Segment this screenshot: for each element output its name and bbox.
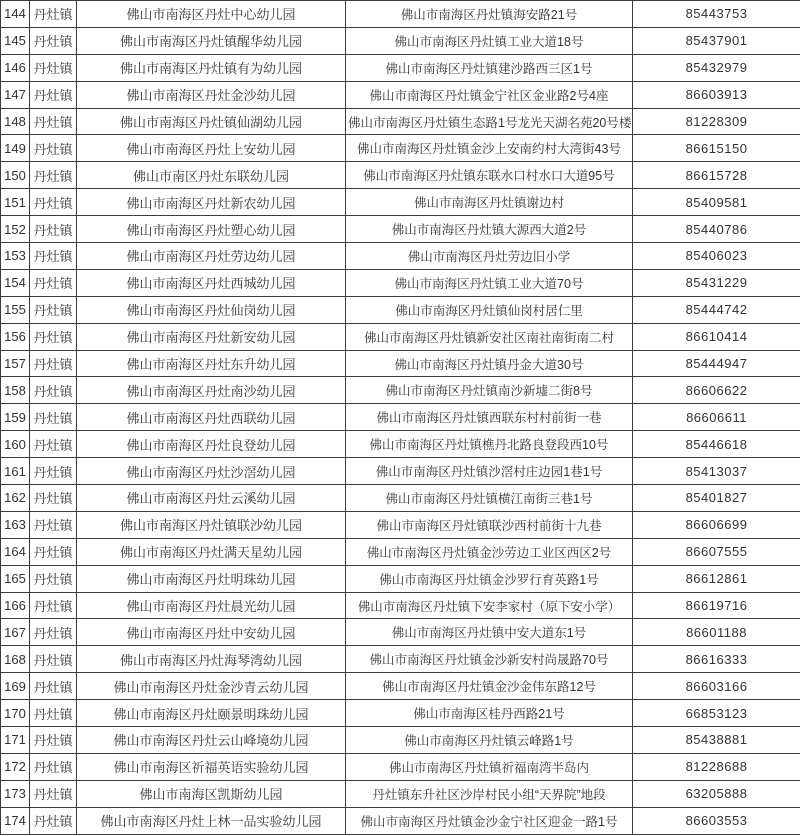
- row-number-cell: 161: [1, 458, 30, 485]
- name-cell: 佛山市南海区丹灶东升幼儿园: [77, 350, 346, 377]
- name-cell: 佛山市南海区丹灶新安幼儿园: [77, 323, 346, 350]
- phone-cell: 85444742: [633, 296, 800, 323]
- town-cell: 丹灶镇: [30, 1, 77, 28]
- name-cell: 佛山市南海区丹灶满天星幼儿园: [77, 538, 346, 565]
- town-cell: 丹灶镇: [30, 511, 77, 538]
- name-cell: 佛山市南海区丹灶中心幼儿园: [77, 1, 346, 28]
- address-cell: 佛山市南海区桂丹西路21号: [346, 700, 633, 727]
- phone-cell: 85444947: [633, 350, 800, 377]
- table-row: [1, 753, 800, 780]
- town-cell: 丹灶镇: [30, 108, 77, 135]
- table-row: [1, 511, 800, 538]
- name-cell: 佛山市南海区丹灶云溪幼儿园: [77, 485, 346, 512]
- table-row: [1, 1, 800, 28]
- town-cell: 丹灶镇: [30, 700, 77, 727]
- town-cell: 丹灶镇: [30, 727, 77, 754]
- table-row: [1, 727, 800, 754]
- row-number-cell: 159: [1, 404, 30, 431]
- phone-cell: 85438881: [633, 727, 800, 754]
- row-number-cell: 151: [1, 189, 30, 216]
- town-cell: 丹灶镇: [30, 485, 77, 512]
- phone-cell: 86616333: [633, 646, 800, 673]
- name-cell: 佛山市南海区丹灶上林一品实验幼儿园: [77, 807, 346, 834]
- town-cell: 丹灶镇: [30, 565, 77, 592]
- address-cell: 佛山市南海区丹灶镇金沙金伟东路12号: [346, 673, 633, 700]
- address-cell: 佛山市南海区丹灶镇谢边村: [346, 189, 633, 216]
- row-number-cell: 156: [1, 323, 30, 350]
- name-cell: 佛山市南海区丹灶云山峰境幼儿园: [77, 727, 346, 754]
- town-cell: 丹灶镇: [30, 431, 77, 458]
- table-row: [1, 216, 800, 243]
- phone-cell: 86603553: [633, 807, 800, 834]
- phone-cell: 85443753: [633, 1, 800, 28]
- table-row: [1, 54, 800, 81]
- name-cell: 佛山市南区丹灶东联幼儿园: [77, 162, 346, 189]
- phone-cell: 85409581: [633, 189, 800, 216]
- address-cell: 佛山市南海区丹灶镇海安路21号: [346, 1, 633, 28]
- table-row: [1, 673, 800, 700]
- town-cell: 丹灶镇: [30, 81, 77, 108]
- address-cell: 佛山市南海区丹灶镇下安李家村（原下安小学）: [346, 592, 633, 619]
- phone-cell: 86619716: [633, 592, 800, 619]
- row-number-cell: 146: [1, 54, 30, 81]
- address-cell: 佛山市南海区丹灶镇建沙路西三区1号: [346, 54, 633, 81]
- name-cell: 佛山市南海区丹灶镇醒华幼儿园: [77, 27, 346, 54]
- table-row: [1, 485, 800, 512]
- row-number-cell: 148: [1, 108, 30, 135]
- name-cell: 佛山市南海区丹灶明珠幼儿园: [77, 565, 346, 592]
- name-cell: 佛山市南海区丹灶新农幼儿园: [77, 189, 346, 216]
- phone-cell: 85431229: [633, 269, 800, 296]
- phone-cell: 86606622: [633, 377, 800, 404]
- town-cell: 丹灶镇: [30, 458, 77, 485]
- row-number-cell: 152: [1, 216, 30, 243]
- row-number-cell: 167: [1, 619, 30, 646]
- row-number-cell: 160: [1, 431, 30, 458]
- town-cell: 丹灶镇: [30, 646, 77, 673]
- phone-cell: 85406023: [633, 243, 800, 270]
- name-cell: 佛山市南海区丹灶西城幼儿园: [77, 269, 346, 296]
- table-row: [1, 565, 800, 592]
- town-cell: 丹灶镇: [30, 216, 77, 243]
- row-number-cell: 154: [1, 269, 30, 296]
- row-number-cell: 170: [1, 700, 30, 727]
- table-row: [1, 81, 800, 108]
- town-cell: 丹灶镇: [30, 269, 77, 296]
- town-cell: 丹灶镇: [30, 350, 77, 377]
- phone-cell: 85437901: [633, 27, 800, 54]
- town-cell: 丹灶镇: [30, 189, 77, 216]
- row-number-cell: 145: [1, 27, 30, 54]
- name-cell: 佛山市南海区丹灶上安幼儿园: [77, 135, 346, 162]
- table-row: [1, 404, 800, 431]
- name-cell: 佛山市南海区祈福英语实验幼儿园: [77, 753, 346, 780]
- name-cell: 佛山市南海区凯斯幼儿园: [77, 780, 346, 807]
- town-cell: 丹灶镇: [30, 27, 77, 54]
- row-number-cell: 166: [1, 592, 30, 619]
- row-number-cell: 169: [1, 673, 30, 700]
- town-cell: 丹灶镇: [30, 673, 77, 700]
- address-cell: 佛山市南海区丹灶镇西联东村村前街一巷: [346, 404, 633, 431]
- table-row: [1, 431, 800, 458]
- address-cell: 佛山市南海区丹灶镇东联水口村水口大道95号: [346, 162, 633, 189]
- town-cell: 丹灶镇: [30, 296, 77, 323]
- name-cell: 佛山市南海区丹灶镇仙湖幼儿园: [77, 108, 346, 135]
- town-cell: 丹灶镇: [30, 592, 77, 619]
- row-number-cell: 150: [1, 162, 30, 189]
- phone-cell: 85413037: [633, 458, 800, 485]
- table-row: [1, 162, 800, 189]
- address-cell: 佛山市南海区丹灶劳边旧小学: [346, 243, 633, 270]
- address-cell: 佛山市南海区丹灶镇新安社区南社南街南二村: [346, 323, 633, 350]
- town-cell: 丹灶镇: [30, 54, 77, 81]
- row-number-cell: 165: [1, 565, 30, 592]
- row-number-cell: 168: [1, 646, 30, 673]
- table-row: [1, 646, 800, 673]
- name-cell: 佛山市南海区丹灶镇联沙幼儿园: [77, 511, 346, 538]
- phone-cell: 85440786: [633, 216, 800, 243]
- name-cell: 佛山市南海区丹灶沙滘幼儿园: [77, 458, 346, 485]
- town-cell: 丹灶镇: [30, 404, 77, 431]
- town-cell: 丹灶镇: [30, 162, 77, 189]
- row-number-cell: 163: [1, 511, 30, 538]
- row-number-cell: 149: [1, 135, 30, 162]
- table-row: [1, 538, 800, 565]
- address-cell: 佛山市南海区丹灶镇工业大道70号: [346, 269, 633, 296]
- name-cell: 佛山市南海区丹灶塑心幼儿园: [77, 216, 346, 243]
- address-cell: 佛山市南海区丹灶镇金沙劳边工业区西区2号: [346, 538, 633, 565]
- address-cell: 佛山市南海区丹灶镇沙滘村庄边园1巷1号: [346, 458, 633, 485]
- name-cell: 佛山市南海区丹灶南沙幼儿园: [77, 377, 346, 404]
- phone-cell: 86612861: [633, 565, 800, 592]
- address-cell: 佛山市南海区丹灶镇生态路1号龙光天湖名苑20号楼: [346, 108, 633, 135]
- row-number-cell: 174: [1, 807, 30, 834]
- table-row: [1, 243, 800, 270]
- phone-cell: 81228688: [633, 753, 800, 780]
- phone-cell: 86606699: [633, 511, 800, 538]
- address-cell: 佛山市南海区丹灶镇联沙西村前街十九巷: [346, 511, 633, 538]
- town-cell: 丹灶镇: [30, 323, 77, 350]
- address-cell: 佛山市南海区丹灶镇横江南街三巷1号: [346, 485, 633, 512]
- table-row: [1, 780, 800, 807]
- table-row: [1, 619, 800, 646]
- kindergarten-table-body: [1, 1, 800, 835]
- table-row: [1, 350, 800, 377]
- town-cell: 丹灶镇: [30, 807, 77, 834]
- phone-cell: 86603913: [633, 81, 800, 108]
- phone-cell: 85401827: [633, 485, 800, 512]
- row-number-cell: 171: [1, 727, 30, 754]
- phone-cell: 86610414: [633, 323, 800, 350]
- table-row: [1, 296, 800, 323]
- address-cell: 佛山市南海区丹灶镇祈福南湾半岛内: [346, 753, 633, 780]
- address-cell: 佛山市南海区丹灶镇金沙上安南约村大湾街43号: [346, 135, 633, 162]
- address-cell: 佛山市南海区丹灶镇丹金大道30号: [346, 350, 633, 377]
- phone-cell: 86606611: [633, 404, 800, 431]
- name-cell: 佛山市南海区丹灶仙岗幼儿园: [77, 296, 346, 323]
- name-cell: 佛山市南海区丹灶海琴湾幼儿园: [77, 646, 346, 673]
- name-cell: 佛山市南海区丹灶金沙幼儿园: [77, 81, 346, 108]
- phone-cell: 86601188: [633, 619, 800, 646]
- address-cell: 佛山市南海区丹灶镇樵丹北路良登段西10号: [346, 431, 633, 458]
- table-row: [1, 27, 800, 54]
- town-cell: 丹灶镇: [30, 619, 77, 646]
- town-cell: 丹灶镇: [30, 780, 77, 807]
- town-cell: 丹灶镇: [30, 377, 77, 404]
- row-number-cell: 153: [1, 243, 30, 270]
- name-cell: 佛山市南海区丹灶镇有为幼儿园: [77, 54, 346, 81]
- phone-cell: 85432979: [633, 54, 800, 81]
- town-cell: 丹灶镇: [30, 135, 77, 162]
- town-cell: 丹灶镇: [30, 243, 77, 270]
- address-cell: 佛山市南海区丹灶镇南沙新墟二街8号: [346, 377, 633, 404]
- table-row: [1, 323, 800, 350]
- address-cell: 佛山市南海区丹灶镇金宁社区金业路2号4座: [346, 81, 633, 108]
- table-row: [1, 700, 800, 727]
- table-row: [1, 377, 800, 404]
- name-cell: 佛山市南海区丹灶金沙青云幼儿园: [77, 673, 346, 700]
- address-cell: 佛山市南海区丹灶镇金沙新安村尚晟路70号: [346, 646, 633, 673]
- table-row: [1, 135, 800, 162]
- name-cell: 佛山市南海区丹灶劳边幼儿园: [77, 243, 346, 270]
- table-row: [1, 108, 800, 135]
- name-cell: 佛山市南海区丹灶中安幼儿园: [77, 619, 346, 646]
- phone-cell: 86615728: [633, 162, 800, 189]
- name-cell: 佛山市南海区丹灶良登幼儿园: [77, 431, 346, 458]
- town-cell: 丹灶镇: [30, 538, 77, 565]
- phone-cell: 86607555: [633, 538, 800, 565]
- address-cell: 佛山市南海区丹灶镇大源西大道2号: [346, 216, 633, 243]
- table-row: [1, 269, 800, 296]
- name-cell: 佛山市南海区丹灶颐景明珠幼儿园: [77, 700, 346, 727]
- address-cell: 佛山市南海区丹灶镇金沙罗行育英路1号: [346, 565, 633, 592]
- row-number-cell: 158: [1, 377, 30, 404]
- address-cell: 丹灶镇东升社区沙岸村民小组“天界院”地段: [346, 780, 633, 807]
- phone-cell: 86603166: [633, 673, 800, 700]
- town-cell: 丹灶镇: [30, 753, 77, 780]
- row-number-cell: 157: [1, 350, 30, 377]
- row-number-cell: 155: [1, 296, 30, 323]
- phone-cell: 81228309: [633, 108, 800, 135]
- row-number-cell: 173: [1, 780, 30, 807]
- row-number-cell: 172: [1, 753, 30, 780]
- address-cell: 佛山市南海区丹灶镇工业大道18号: [346, 27, 633, 54]
- table-row: [1, 458, 800, 485]
- row-number-cell: 164: [1, 538, 30, 565]
- table-row: [1, 807, 800, 834]
- address-cell: 佛山市南海区丹灶镇中安大道东1号: [346, 619, 633, 646]
- phone-cell: 66853123: [633, 700, 800, 727]
- address-cell: 佛山市南海区丹灶镇云峰路1号: [346, 727, 633, 754]
- address-cell: 佛山市南海区丹灶镇金沙金宁社区迎金一路1号: [346, 807, 633, 834]
- phone-cell: 86615150: [633, 135, 800, 162]
- row-number-cell: 147: [1, 81, 30, 108]
- row-number-cell: 162: [1, 485, 30, 512]
- phone-cell: 85446618: [633, 431, 800, 458]
- phone-cell: 63205888: [633, 780, 800, 807]
- table-row: [1, 189, 800, 216]
- table-row: [1, 592, 800, 619]
- address-cell: 佛山市南海区丹灶镇仙岗村居仁里: [346, 296, 633, 323]
- name-cell: 佛山市南海区丹灶西联幼儿园: [77, 404, 346, 431]
- name-cell: 佛山市南海区丹灶晨光幼儿园: [77, 592, 346, 619]
- row-number-cell: 144: [1, 1, 30, 28]
